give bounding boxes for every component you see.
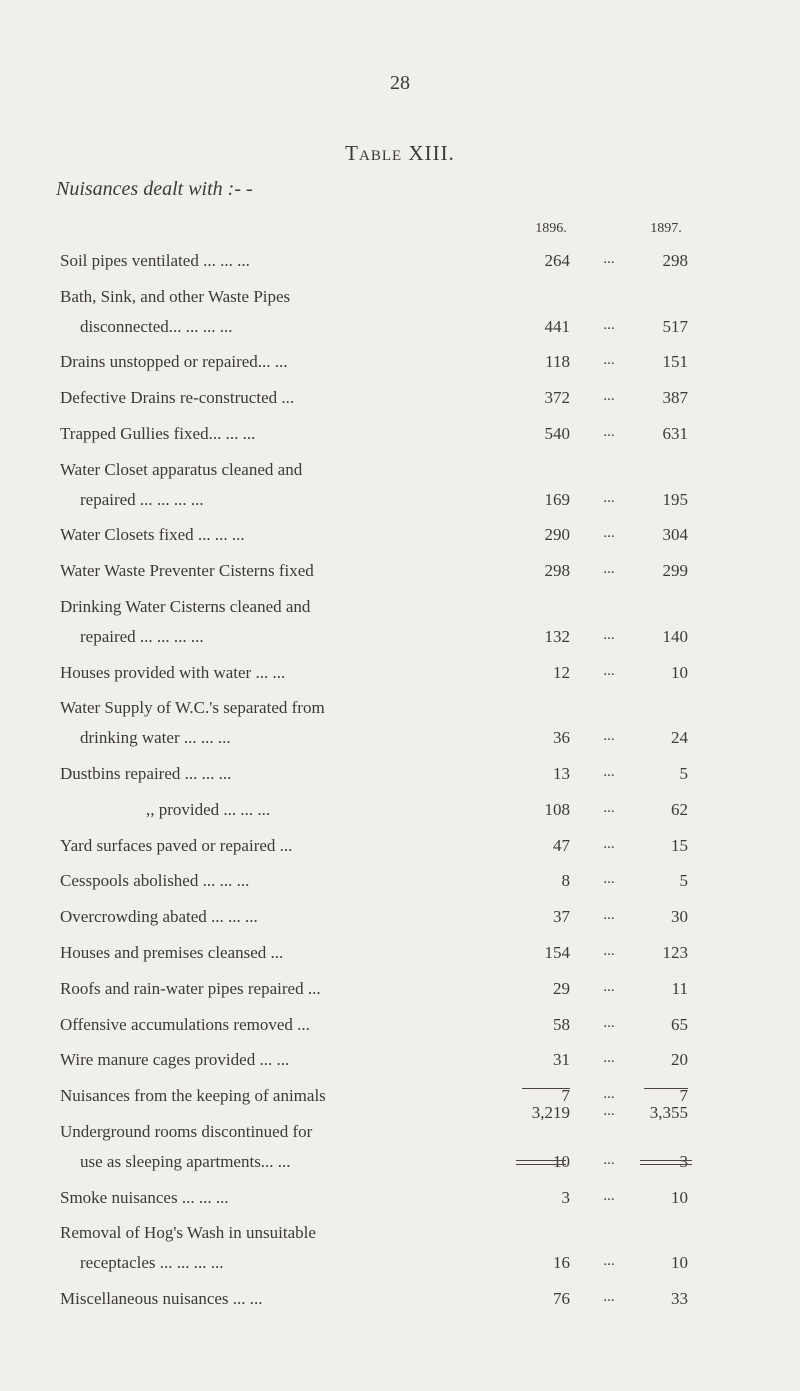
value-1897: 151	[662, 352, 688, 372]
dot-leader: ...	[603, 525, 615, 542]
value-1897: 10	[671, 662, 688, 682]
dot-leader: ...	[603, 1253, 615, 1270]
value-1897: 631	[662, 424, 688, 443]
total-1896: 3,219	[531, 1103, 570, 1122]
value-1896: 132	[544, 627, 570, 646]
column-header-1897: 1897.	[650, 221, 682, 236]
value-1896: 37	[553, 907, 570, 927]
value-1897: 15	[671, 835, 688, 855]
value-1896: 3	[561, 1187, 570, 1207]
dot-leader: ...	[603, 561, 615, 578]
row-label: Soil pipes ventilated ... ... ...	[60, 251, 250, 270]
row-label: Defective Drains re-constructed ...	[60, 388, 295, 408]
total-rule-1897	[644, 1088, 688, 1089]
value-1896: 372	[544, 388, 570, 408]
dot-leader: ...	[603, 799, 615, 816]
row-label: Underground rooms discontinued for	[60, 1122, 313, 1141]
value-1897: 298	[662, 251, 688, 270]
total-rule-1896	[522, 1088, 570, 1089]
value-1897: 195	[662, 489, 688, 509]
dot-leader: ...	[603, 627, 615, 643]
value-1896: 76	[553, 1289, 570, 1308]
value-1896: 154	[544, 943, 570, 962]
row-label: Offensive accumulations removed ...	[60, 1014, 310, 1034]
value-1896: 264	[544, 251, 570, 270]
value-1896: 12	[553, 662, 570, 682]
value-1897: 123	[662, 943, 688, 962]
row-label: Roofs and rain-water pipes repaired ...	[60, 978, 321, 998]
dot-leader: ...	[603, 835, 615, 852]
double-rule-1897	[640, 1160, 692, 1165]
value-1896: 8	[561, 871, 570, 891]
row-label: Cesspools abolished ... ... ...	[60, 871, 250, 891]
value-1897: 304	[662, 525, 688, 545]
row-label: Drinking Water Cisterns cleaned and	[60, 597, 311, 616]
row-label: Drains unstopped or repaired... ...	[60, 352, 288, 372]
value-1897: 10	[671, 1253, 688, 1273]
dot-leader: ...	[603, 1103, 615, 1119]
value-1896: 290	[544, 525, 570, 545]
value-1897: 517	[662, 316, 688, 336]
value-1897: 7	[679, 1086, 688, 1106]
dot-leader: ...	[603, 424, 615, 440]
row-label: Dustbins repaired ... ... ...	[60, 764, 232, 783]
column-header-1896: 1896.	[535, 221, 567, 236]
row-label: Water Supply of W.C.'s separated from	[60, 698, 325, 718]
value-1897: 5	[679, 871, 688, 891]
row-label: Removal of Hog's Wash in unsuitable	[60, 1223, 316, 1243]
dot-leader: ...	[603, 978, 615, 995]
value-1896: 540	[544, 424, 570, 443]
value-1896: 58	[553, 1014, 570, 1034]
dot-leader: ...	[603, 764, 615, 780]
value-1897: 20	[671, 1050, 688, 1070]
value-1897: 65	[671, 1014, 688, 1034]
row-label: Yard surfaces paved or repaired ...	[60, 835, 293, 855]
value-1897: 387	[662, 388, 688, 408]
row-label-continued: drinking water ... ... ...	[80, 728, 231, 748]
value-1897: 30	[671, 907, 688, 927]
dot-leader: ...	[603, 907, 615, 924]
row-label-continued: receptacles ... ... ... ...	[80, 1253, 224, 1273]
value-1897: 299	[662, 561, 688, 581]
value-1897: 11	[671, 978, 688, 998]
value-1897: 33	[671, 1289, 688, 1308]
value-1896: 36	[553, 728, 570, 748]
row-label: Houses and premises cleansed ...	[60, 943, 284, 962]
row-label: Water Closet apparatus cleaned and	[60, 459, 303, 479]
row-label: Houses provided with water ... ...	[60, 662, 286, 682]
row-label: Water Closets fixed ... ... ...	[60, 525, 245, 545]
row-label-continued: disconnected... ... ... ...	[80, 316, 233, 336]
total-1897: 3,355	[649, 1103, 688, 1122]
dot-leader: ...	[603, 316, 615, 333]
value-1896: 298	[544, 561, 570, 581]
value-1896: 108	[544, 799, 570, 819]
value-1896: 29	[553, 978, 570, 998]
value-1896: 10	[553, 1152, 570, 1171]
value-1896: 169	[544, 489, 570, 509]
value-1897: 140	[662, 627, 688, 646]
value-1897: 62	[671, 799, 688, 819]
value-1896: 13	[553, 764, 570, 783]
dot-leader: ...	[603, 871, 615, 888]
dot-leader: ...	[603, 943, 615, 959]
row-label: Smoke nuisances ... ... ...	[60, 1187, 229, 1207]
row-label: Water Waste Preventer Cisterns fixed	[60, 561, 314, 581]
double-rule-1896	[516, 1160, 566, 1165]
row-label: Miscellaneous nuisances ... ...	[60, 1289, 263, 1308]
value-1897: 5	[679, 764, 688, 783]
row-label-continued: repaired ... ... ... ...	[80, 489, 204, 509]
value-1896: 47	[553, 835, 570, 855]
row-label: Overcrowding abated ... ... ...	[60, 907, 258, 927]
value-1896: 31	[553, 1050, 570, 1070]
value-1896: 7	[561, 1086, 570, 1106]
row-label: Wire manure cages provided ... ...	[60, 1050, 290, 1070]
row-label: Nuisances from the keeping of animals	[60, 1086, 326, 1106]
page-number: 28	[390, 72, 410, 94]
dot-leader: ...	[603, 1014, 615, 1031]
value-1897: 24	[671, 728, 688, 748]
table-title: Table XIII.	[345, 141, 455, 165]
row-label: ,, provided ... ... ...	[146, 799, 271, 819]
value-1896: 118	[545, 352, 570, 372]
row-label-continued: use as sleeping apartments... ...	[80, 1152, 291, 1171]
dot-leader: ...	[603, 251, 615, 267]
dot-leader: ...	[603, 489, 615, 506]
dot-leader: ...	[603, 388, 615, 405]
dot-leader: ...	[603, 1086, 615, 1103]
value-1896: 441	[544, 316, 570, 336]
dot-leader: ...	[603, 1050, 615, 1067]
value-1896: 16	[553, 1253, 570, 1273]
value-1897: 10	[671, 1187, 688, 1207]
dot-leader: ...	[603, 662, 615, 679]
row-label-continued: repaired ... ... ... ...	[80, 627, 204, 646]
row-label: Trapped Gullies fixed... ... ...	[60, 424, 256, 443]
dot-leader: ...	[603, 1187, 615, 1204]
dot-leader: ...	[603, 352, 615, 369]
dot-leader: ...	[603, 1152, 615, 1168]
dot-leader: ...	[603, 1289, 615, 1305]
value-1897: 3	[679, 1152, 688, 1171]
dot-leader: ...	[603, 728, 615, 745]
row-label: Bath, Sink, and other Waste Pipes	[60, 286, 291, 306]
section-heading: Nuisances dealt with :- -	[56, 178, 253, 200]
